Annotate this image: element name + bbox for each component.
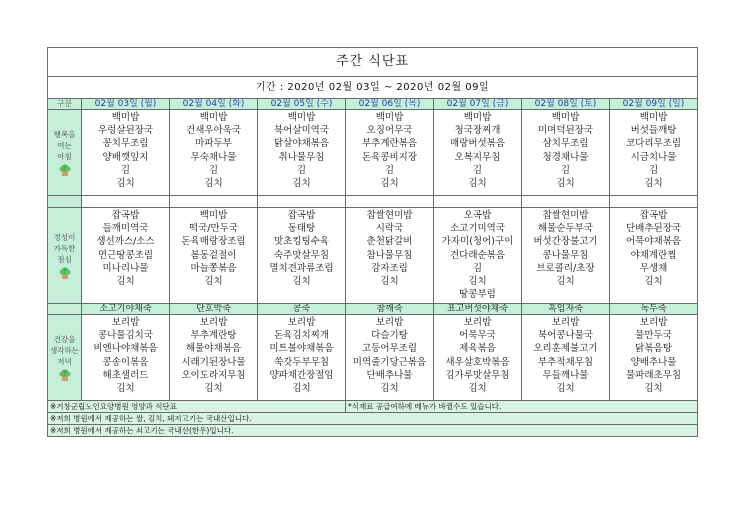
dinner-menu-cell xyxy=(82,315,170,401)
menu-item: 오이도라지무침 xyxy=(181,369,246,381)
menu-item: 보리밥 xyxy=(375,317,404,328)
menu-item: 백미밥 xyxy=(111,112,140,123)
day-header: 02월 05일 (수) xyxy=(258,99,346,110)
menu-item: 춘천닭갈비 xyxy=(366,236,413,248)
menu-item: 버섯들깨탕 xyxy=(630,125,677,137)
menu-item: 연근땅콩조림 xyxy=(97,249,154,261)
menu-item: 마파두부 xyxy=(195,138,232,150)
menu-item: 김치 xyxy=(644,178,663,190)
menu-item: 김가루맛살무침 xyxy=(445,369,510,381)
porridge-menu-cell: 소고기야채죽 xyxy=(82,304,170,315)
menu-item: 청경채나물 xyxy=(542,151,589,163)
menu-item: 돈육콩비지장 xyxy=(361,151,418,163)
menu-item: 부추계란볶음 xyxy=(361,138,418,150)
menu-item: 해물야채볶음 xyxy=(185,343,242,355)
breakfast-menu-cell xyxy=(170,110,258,196)
breakfast-menu-cell xyxy=(258,110,346,196)
menu-item: 김 xyxy=(648,164,659,176)
menu-item: 버섯간장불고기 xyxy=(533,236,598,248)
menu-item: 김 xyxy=(472,164,483,176)
menu-item: 김치 xyxy=(204,178,223,190)
menu-item: 김치 xyxy=(644,383,663,395)
footnote-hospital: ※거창군립노인요양병원 영양과 식단표 xyxy=(48,401,346,413)
footnote-origin-rice-kimchi-pork: ※저희 병원에서 제공하는 쌀, 김치, 돼지고기는 국내산입니다. xyxy=(48,413,698,425)
menu-item: 봄동겉절이 xyxy=(190,249,237,261)
menu-item: 백미밥 xyxy=(551,112,580,123)
menu-item: 제육볶음 xyxy=(459,343,496,355)
menu-item: 백미밥 xyxy=(639,112,668,123)
empty-cell xyxy=(170,196,258,208)
menu-item: 미역줄기당근볶음 xyxy=(352,356,427,368)
menu-item: 미트볼야채볶음 xyxy=(269,343,334,355)
menu-item: 콩송이볶음 xyxy=(102,356,149,368)
empty-cell xyxy=(522,196,610,208)
menu-item: 숙주맛살무침 xyxy=(273,249,330,261)
menu-item: 김 xyxy=(296,164,307,176)
menu-item: 김치 xyxy=(644,276,663,288)
menu-item: 무숙채나물 xyxy=(190,151,237,163)
plant-icon xyxy=(58,164,72,176)
menu-item: 김치 xyxy=(116,383,135,395)
menu-table xyxy=(47,47,698,437)
dinner-label-line: 생각하는 xyxy=(50,346,79,355)
menu-item: 김 xyxy=(120,164,131,176)
menu-item: 가자미(청어)구이 xyxy=(441,236,514,248)
menu-item: 어묵야채볶음 xyxy=(626,236,682,248)
menu-item: 김치 xyxy=(292,383,311,395)
menu-item: 오복지무침 xyxy=(454,151,501,163)
menu-item: 양파채간장절임 xyxy=(269,369,334,381)
menu-item: 마늘쫑볶음 xyxy=(190,262,237,274)
menu-item: 잡곡밥 xyxy=(111,210,140,221)
dinner-label xyxy=(48,315,82,401)
lunch-label xyxy=(48,208,82,304)
breakfast-label xyxy=(48,110,82,196)
lunch-menu-cell xyxy=(346,208,434,304)
day-header: 02월 03일 (월) xyxy=(82,99,170,110)
menu-item: 김치 xyxy=(380,276,399,288)
page-title: 주간 식단표 xyxy=(48,48,698,77)
menu-item: 견다래순볶음 xyxy=(449,249,506,261)
menu-item: 양배추나물 xyxy=(630,356,677,368)
menu-item: 보리밥 xyxy=(463,317,492,328)
menu-item: 코다리무조림 xyxy=(626,138,682,150)
menu-item: 보리밥 xyxy=(111,317,140,328)
menu-item: 백미밥 xyxy=(199,112,228,123)
empty-cell xyxy=(258,196,346,208)
menu-item: 참나물무침 xyxy=(366,249,413,261)
menu-item: 양배깻잎지 xyxy=(102,151,149,163)
menu-item: 김 xyxy=(208,164,219,176)
day-header: 02월 07일 (금) xyxy=(434,99,522,110)
lunch-menu-cell xyxy=(434,208,522,304)
menu-item: 백미밥 xyxy=(287,112,316,123)
menu-item: 무생채 xyxy=(639,262,668,274)
menu-item: 소고기미역국 xyxy=(449,223,506,235)
menu-item: 오징어무국 xyxy=(366,125,413,137)
menu-item: 김치 xyxy=(468,276,487,288)
lunch-menu-cell xyxy=(258,208,346,304)
menu-item: 땅콩부럼 xyxy=(459,289,496,301)
spacer-label xyxy=(48,196,82,208)
menu-item: 단배추나물 xyxy=(366,369,413,381)
menu-item: 무들깨나물 xyxy=(542,369,589,381)
menu-item: 김 xyxy=(560,164,571,176)
menu-item: 김치 xyxy=(468,178,487,190)
menu-item: 돈육매랑장조림 xyxy=(181,236,246,248)
menu-item: 보리밥 xyxy=(551,317,580,328)
menu-item: 시래기된장나물 xyxy=(181,356,246,368)
menu-item: 콩나물김치국 xyxy=(97,330,154,342)
breakfast-menu-cell xyxy=(346,110,434,196)
menu-item: 콩나물무침 xyxy=(542,249,589,261)
empty-cell xyxy=(610,196,698,208)
lunch-label-line: 점심 xyxy=(57,255,72,264)
dinner-label-line: 건강을 xyxy=(53,335,76,344)
lunch-label-line: 정성이 xyxy=(53,233,76,242)
menu-item: 찹쌀현미밥 xyxy=(366,210,413,221)
menu-item: 떡국/만두국 xyxy=(188,223,239,235)
menu-item: 김치 xyxy=(292,276,311,288)
menu-item: 우렁살된장국 xyxy=(97,125,154,137)
menu-item: 오곡밥 xyxy=(463,210,492,221)
lunch-menu-cell xyxy=(82,208,170,304)
menu-item: 새우살호박볶음 xyxy=(445,356,510,368)
plant-icon xyxy=(58,267,72,279)
footnote-origin-beef: ※저희 병원에서 제공하는 쇠고기는 국내산(한우)입니다. xyxy=(48,425,698,437)
breakfast-menu-cell xyxy=(434,110,522,196)
dinner-label-line: 저녁 xyxy=(57,357,72,366)
menu-item: 맛초킹팅수육 xyxy=(273,236,330,248)
menu-item: 꽁치무조림 xyxy=(102,138,149,150)
dinner-menu-cell xyxy=(346,315,434,401)
menu-item: 쑥갓두부무침 xyxy=(273,356,330,368)
menu-item: 백미밥 xyxy=(199,210,228,221)
menu-item: 잡곡밥 xyxy=(287,210,316,221)
lunch-label-line: 가득한 xyxy=(53,244,76,253)
menu-item: 삼치무조림 xyxy=(542,138,589,150)
menu-item: 북어살미역국 xyxy=(273,125,330,137)
porridge-menu-cell: 콩죽 xyxy=(258,304,346,315)
menu-item: 김치 xyxy=(204,383,223,395)
menu-item: 보리밥 xyxy=(287,317,316,328)
day-header: 02월 06일 (목) xyxy=(346,99,434,110)
porridge-label xyxy=(48,304,82,315)
menu-item: 시금치나물 xyxy=(630,151,677,163)
menu-period: 기간 : 2020년 02월 03일 ~ 2020년 02월 09일 xyxy=(48,77,698,99)
menu-item: 야채계란찜 xyxy=(630,249,677,261)
menu-item: 백미밥 xyxy=(375,112,404,123)
menu-item: 김 xyxy=(384,164,395,176)
menu-item: 김치 xyxy=(380,178,399,190)
menu-item: 취나물무침 xyxy=(278,151,325,163)
porridge-menu-cell: 표고버섯야채죽 xyxy=(434,304,522,315)
menu-item: 어묵무국 xyxy=(459,330,496,342)
menu-item: 보리밥 xyxy=(199,317,228,328)
lunch-menu-cell xyxy=(522,208,610,304)
menu-item: 미며덕된장국 xyxy=(537,125,594,137)
menu-item: 동태탕 xyxy=(287,223,316,235)
menu-item: 찹쌀현미밥 xyxy=(542,210,589,221)
menu-item: 김치 xyxy=(556,178,575,190)
menu-item: 보리밥 xyxy=(639,317,668,328)
menu-item: 다슬기탕 xyxy=(371,330,408,342)
menu-item: 단배추된장국 xyxy=(626,223,682,235)
dinner-menu-cell xyxy=(610,315,698,401)
porridge-menu-cell: 단호박죽 xyxy=(170,304,258,315)
menu-item: 들깨미역국 xyxy=(102,223,149,235)
menu-item: 부추적채무침 xyxy=(537,356,594,368)
porridge-menu-cell: 녹두죽 xyxy=(610,304,698,315)
menu-item: 김치 xyxy=(380,383,399,395)
menu-item: 김치 xyxy=(116,276,135,288)
footnote-menu-change: *식재료 공급여하에 메뉴가 바뀔수도 있습니다. xyxy=(346,401,698,413)
menu-item: 생선까스/소스 xyxy=(96,236,155,248)
lunch-menu-cell xyxy=(610,208,698,304)
porridge-menu-cell: 흑임자죽 xyxy=(522,304,610,315)
menu-item: 해물순두부국 xyxy=(537,223,594,235)
menu-item: 김 xyxy=(472,262,483,274)
empty-cell xyxy=(82,196,170,208)
menu-item: 고등어무조림 xyxy=(361,343,418,355)
empty-cell xyxy=(434,196,522,208)
porridge-menu-cell: 참깨죽 xyxy=(346,304,434,315)
day-header: 02월 08일 (토) xyxy=(522,99,610,110)
menu-item: 김치 xyxy=(468,383,487,395)
dinner-menu-cell xyxy=(522,315,610,401)
menu-item: 물만두국 xyxy=(635,330,672,342)
menu-item: 브로콜리/초장 xyxy=(536,262,595,274)
dinner-menu-cell xyxy=(258,315,346,401)
menu-item: 오리훈제불고기 xyxy=(533,343,598,355)
menu-item: 김치 xyxy=(292,178,311,190)
menu-item: 김치 xyxy=(204,276,223,288)
menu-item: 김치 xyxy=(556,276,575,288)
menu-item: 부추계란탕 xyxy=(190,330,237,342)
breakfast-menu-cell xyxy=(82,110,170,196)
header-label: 구분 xyxy=(48,99,82,110)
breakfast-menu-cell xyxy=(610,110,698,196)
menu-item: 북어콩나물국 xyxy=(537,330,594,342)
dinner-menu-cell xyxy=(170,315,258,401)
day-header: 02월 09일 (일) xyxy=(610,99,698,110)
menu-item: 청국장찌개 xyxy=(454,125,501,137)
menu-item: 건새우아욱국 xyxy=(185,125,242,137)
menu-item: 김치 xyxy=(116,178,135,190)
dinner-menu-cell xyxy=(434,315,522,401)
menu-item: 잡곡밥 xyxy=(639,210,668,221)
menu-item: 해초샐러드 xyxy=(102,369,149,381)
menu-item: 시락국 xyxy=(375,223,404,235)
weekly-menu-sheet xyxy=(47,47,697,467)
menu-item: 미나리나물 xyxy=(102,262,149,274)
menu-item: 비엔나야채볶음 xyxy=(93,343,158,355)
menu-item: 닭볶음탕 xyxy=(635,343,672,355)
breakfast-label-line: 여는 xyxy=(57,141,72,150)
menu-item: 닭살야채볶음 xyxy=(273,138,330,150)
menu-item: 백미밥 xyxy=(463,112,492,123)
menu-item: 김치 xyxy=(556,383,575,395)
menu-item: 돈육김치찌개 xyxy=(273,330,330,342)
plant-icon xyxy=(58,369,72,381)
menu-item: 물파래초무침 xyxy=(626,369,682,381)
menu-item: 감자조림 xyxy=(371,262,408,274)
menu-item: 멸치견과류조림 xyxy=(269,262,334,274)
breakfast-menu-cell xyxy=(522,110,610,196)
breakfast-label-line: 아침 xyxy=(57,152,72,161)
empty-cell xyxy=(346,196,434,208)
breakfast-label-line: 행복을 xyxy=(53,130,76,139)
day-header: 02월 04일 (화) xyxy=(170,99,258,110)
menu-item: 매랑버섯볶음 xyxy=(449,138,506,150)
lunch-menu-cell xyxy=(170,208,258,304)
